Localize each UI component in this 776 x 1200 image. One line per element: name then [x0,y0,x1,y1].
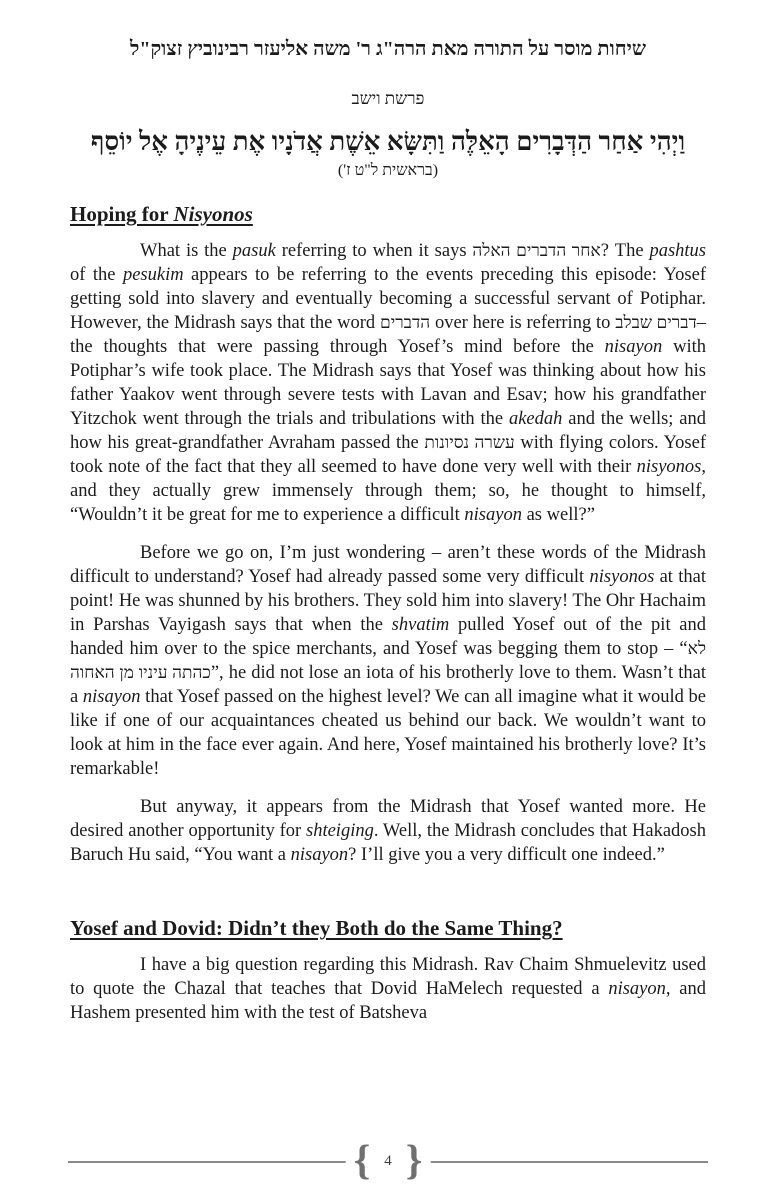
transliterated-term: akedah [508,409,563,429]
document-title-hebrew: שיחות מוסר על התורה מאת הרה"ג ר' משה אליעזר רבינוביץ זצוק"ל [129,38,646,60]
text-run: as well?” [521,505,595,525]
page-number: 4 [384,1153,392,1169]
text-run: ? The [600,241,650,261]
transliterated-term: nisayon [464,505,522,525]
paragraph [70,953,706,1025]
text-run: . Well, the Midrash concludes that Hakadosh Baruch Hu said, “You want a [70,821,706,865]
text-run: over here is referring to [430,313,616,333]
text-run: What is the [140,241,233,261]
section-hoping-for-nisyonos [70,201,706,867]
transliterated-term: shvatim [391,615,450,635]
text-run: Yosef and Dovid: Didn’t they Both do the Same Thing? [70,916,563,940]
hebrew-phrase: אחר הדברים האלה [472,241,601,260]
text-run: with flying colors. Yosef took note of the fact that they all seemed to have done very well with their [70,433,706,477]
text-run: ”, he did not lose an iota of his brotherly love to them. Wasn’t that a [70,663,707,707]
text-run: Before we go on, I’m just wondering – aren’t these words of the Midrash difficult to understand? Yosef had already passed some very difficult [70,543,706,587]
text-run: that Yosef passed on the highest level? We can all imagine what it would be like if one of our acquaintances cheated us behind our back. We wouldn’t want to look at him in the face ever again. And here, Yosef maintained his brotherly love? It’s remarkable! [70,687,706,779]
transliterated-term: nisayon [608,979,666,999]
text-run: , and Hashem presented him with the test of Batsheva [70,979,706,1023]
section-heading [70,201,706,228]
text-run: pulled Yosef out of the pit and handed him over to the spice merchants, and Yosef was begging them to stop – “ [70,615,707,659]
transliterated-term: nisayon [82,687,141,707]
transliterated-term: shteiging [306,821,374,841]
hebrew-phrase: דברים שבלב [615,313,697,332]
text-run: Hoping for [70,202,174,226]
text-run: appears to be referring to the events preceding this episode: Yosef getting sold into slavery and eventually becoming a successful servant of Potiphar. However, the Midrash says that the word [70,265,706,333]
transliterated-term: pashtus [649,241,706,261]
paragraph [70,541,706,781]
pasuk-verse: וַיְהִי אַחַר הַדְּבָרִים הָאֵלֶּה וַתִּשָּׂא אֵשֶׁת אֲדֹנָיו אֶת עֵינֶיהָ אֶל יוֹסֵף [90,127,686,156]
paragraph [70,795,706,867]
page-number-container [346,1138,431,1184]
right-brace-decoration: } [405,1138,423,1184]
text-run: I have a big question regarding this Midrash. Rav Chaim Shmuelevitz used to quote the Chazal that teaches that Dovid HaMelech requested a [70,955,706,999]
transliterated-term: nisyonos [636,457,702,477]
text-run: and the wells; and how his great-grandfather Avraham passed the [70,409,706,453]
transliterated-term: nisayon [604,337,663,357]
text-run: at that point! He was shunned by his brothers. They sold him into slavery! The Ohr Hachaim in Parshas Vayigash says that when the [70,567,706,635]
text-run: – the thoughts that were passing through Yosef’s mind before the [70,313,707,357]
text-run: referring to when it says [275,241,473,261]
transliterated-term: pasuk [232,241,276,261]
section-yosef-and-dovid [70,915,706,1025]
transliterated-term: nisayon [290,845,349,865]
section-heading [70,915,706,942]
transliterated-term: Nisyonos [173,202,253,226]
text-run: But anyway, it appears from the Midrash that Yosef wanted more. He desired another opportunity for [70,797,706,841]
left-brace-decoration: { [353,1138,371,1184]
hebrew-phrase: הדברים [380,313,431,332]
text-run: , and they actually grew immensely through them; so, he thought to himself, “Wouldn’t it be great for me to experience a difficult [70,457,706,525]
text-run: of the [70,265,123,285]
transliterated-term: nisyonos [589,567,655,587]
page-header [70,36,706,180]
hebrew-phrase: עשרה נסיונות [424,433,515,452]
text-run: ? I’ll give you a very difficult one indeed.” [348,845,665,865]
text-run: with Potiphar’s wife took place. The Midrash says that Yosef was thinking about how his father Yaakov went through severe tests with Lavan and Esav; how his grandfather Yitzchok went through the trials and tribulations with the [70,337,706,429]
paragraph [70,239,706,527]
hebrew-phrase: לא כהתה עיניו מן האחוה [70,639,706,682]
parsha-title: פרשת וישב [351,89,425,108]
transliterated-term: pesukim [122,265,184,285]
essay-body [70,201,706,1025]
pasuk-citation: (בראשית ל"ט ז') [337,162,439,179]
page-footer [68,1138,708,1184]
